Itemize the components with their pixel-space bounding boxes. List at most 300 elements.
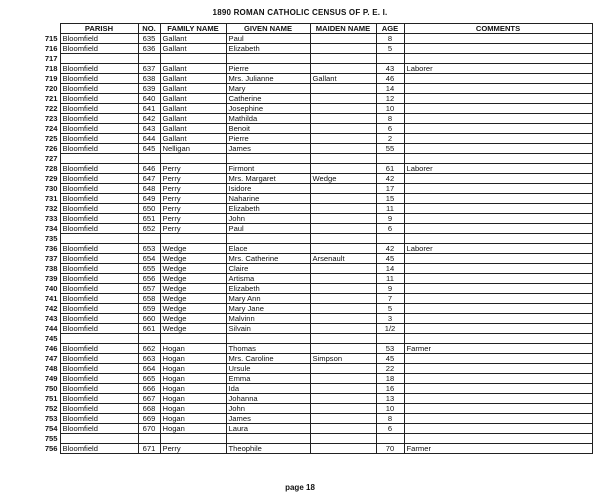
line-number-header [22,24,60,34]
maiden-name-cell [310,34,376,44]
parish-cell: Bloomfield [60,64,138,74]
comments-cell [404,304,592,314]
parish-cell: Bloomfield [60,314,138,324]
line-number: 734 [44,224,58,233]
line-number: 752 [44,404,58,413]
maiden-name-cell [310,414,376,424]
parish-cell: Bloomfield [60,124,138,134]
family-name-cell: Perry [160,184,226,194]
number-cell: 646 [138,164,160,174]
age-cell: 15 [376,194,404,204]
family-name-cell: Wedge [160,264,226,274]
table-row [22,424,592,434]
age-cell: 43 [376,64,404,74]
number-cell: 666 [138,384,160,394]
family-name-cell [160,234,226,244]
line-number: 747 [44,354,58,363]
given-name-cell: Laura [226,424,310,434]
comments-cell [404,364,592,374]
number-cell: 635 [138,34,160,44]
comments-cell: Laborer [404,244,592,254]
comments-cell [404,414,592,424]
age-cell: 70 [376,444,404,454]
number-cell: 659 [138,304,160,314]
family-name-cell: Gallant [160,74,226,84]
table-row [22,44,592,54]
table-row [22,364,592,374]
table-row [22,34,592,44]
number-cell [138,434,160,444]
family-name-cell: Hogan [160,414,226,424]
line-number: 751 [44,394,58,403]
parish-cell: Bloomfield [60,244,138,254]
maiden-name-cell [310,44,376,54]
page-number: page 18 [285,483,315,492]
table-row [22,334,592,344]
number-cell: 640 [138,94,160,104]
number-cell: 662 [138,344,160,354]
maiden-name-cell [310,344,376,354]
comments-cell [404,314,592,324]
line-number: 726 [44,144,58,153]
given-name-cell: Elizabeth [226,44,310,54]
line-number: 750 [44,384,58,393]
family-name-cell: Gallant [160,94,226,104]
age-cell: 9 [376,214,404,224]
given-name-cell: Firmont [226,164,310,174]
given-name-cell [226,434,310,444]
number-cell: 660 [138,314,160,324]
family-name-cell: Perry [160,174,226,184]
family-name-cell: Hogan [160,344,226,354]
maiden-name-cell [310,284,376,294]
maiden-name-cell [310,444,376,454]
age-cell [376,434,404,444]
comments-cell [404,154,592,164]
maiden-name-cell [310,204,376,214]
table-row [22,64,592,74]
parish-cell: Bloomfield [60,254,138,264]
family-name-cell: Hogan [160,424,226,434]
age-cell: 10 [376,104,404,114]
comments-cell [404,294,592,304]
family-name-cell: Wedge [160,254,226,264]
table-row [22,274,592,284]
line-number: 717 [44,54,58,63]
line-number: 730 [44,184,58,193]
maiden-name-cell: Wedge [310,174,376,184]
parish-cell: Bloomfield [60,194,138,204]
parish-cell: Bloomfield [60,344,138,354]
comments-cell: Laborer [404,64,592,74]
column-header-family-name: FAMILY NAME [160,24,226,34]
age-cell: 8 [376,114,404,124]
line-number: 746 [44,344,58,353]
line-number: 737 [44,254,58,263]
line-number: 754 [44,424,58,433]
parish-cell: Bloomfield [60,174,138,184]
number-cell: 670 [138,424,160,434]
table-row [22,294,592,304]
family-name-cell: Perry [160,214,226,224]
number-cell [138,234,160,244]
given-name-cell: Paul [226,34,310,44]
comments-cell [404,374,592,384]
comments-cell [404,114,592,124]
maiden-name-cell [310,244,376,254]
given-name-cell: Naharine [226,194,310,204]
parish-cell [60,54,138,64]
maiden-name-cell: Simpson [310,354,376,364]
parish-cell: Bloomfield [60,444,138,454]
parish-cell: Bloomfield [60,284,138,294]
age-cell: 61 [376,164,404,174]
parish-cell: Bloomfield [60,94,138,104]
line-number: 720 [44,84,58,93]
age-cell: 46 [376,74,404,84]
comments-cell [404,284,592,294]
line-number: 749 [44,374,58,383]
maiden-name-cell [310,434,376,444]
maiden-name-cell [310,184,376,194]
family-name-cell: Gallant [160,134,226,144]
given-name-cell: John [226,404,310,414]
given-name-cell: Johanna [226,394,310,404]
table-row [22,264,592,274]
age-cell: 3 [376,314,404,324]
comments-cell [404,384,592,394]
given-name-cell: Claire [226,264,310,274]
table-row [22,184,592,194]
line-number: 736 [44,244,58,253]
given-name-cell: Mrs. Julianne [226,74,310,84]
age-cell: 42 [376,244,404,254]
table-row [22,304,592,314]
table-row [22,194,592,204]
table-row [22,154,592,164]
given-name-cell [226,334,310,344]
age-cell: 17 [376,184,404,194]
line-number: 739 [44,274,58,283]
maiden-name-cell [310,334,376,344]
line-number: 716 [44,44,58,53]
maiden-name-cell [310,274,376,284]
parish-cell: Bloomfield [60,74,138,84]
given-name-cell: Mary Ann [226,294,310,304]
age-cell [376,154,404,164]
parish-cell: Bloomfield [60,164,138,174]
line-number: 729 [44,174,58,183]
age-cell: 16 [376,384,404,394]
comments-cell [404,34,592,44]
family-name-cell: Nelligan [160,144,226,154]
comments-cell [404,214,592,224]
given-name-cell: Elizabeth [226,204,310,214]
family-name-cell: Wedge [160,284,226,294]
line-number: 743 [44,314,58,323]
comments-cell [404,74,592,84]
given-name-cell: Pierre [226,134,310,144]
family-name-cell [160,334,226,344]
comments-cell [404,424,592,434]
parish-cell: Bloomfield [60,354,138,364]
parish-cell [60,334,138,344]
age-cell: 11 [376,274,404,284]
parish-cell: Bloomfield [60,294,138,304]
given-name-cell: Theophile [226,444,310,454]
given-name-cell: Artisma [226,274,310,284]
age-cell [376,54,404,64]
table-row [22,384,592,394]
line-number: 756 [44,444,58,453]
family-name-cell: Gallant [160,124,226,134]
maiden-name-cell [310,374,376,384]
maiden-name-cell [310,234,376,244]
maiden-name-cell [310,134,376,144]
family-name-cell: Perry [160,194,226,204]
number-cell: 645 [138,144,160,154]
line-number: 715 [44,34,58,43]
age-cell: 53 [376,344,404,354]
line-number: 732 [44,204,58,213]
parish-cell [60,234,138,244]
number-cell: 669 [138,414,160,424]
age-cell: 11 [376,204,404,214]
table-row [22,234,592,244]
number-cell: 647 [138,174,160,184]
line-number: 721 [44,94,58,103]
number-cell: 663 [138,354,160,364]
parish-cell [60,154,138,164]
given-name-cell: Isidore [226,184,310,194]
comments-cell [404,184,592,194]
table-row [22,74,592,84]
parish-cell: Bloomfield [60,34,138,44]
parish-cell: Bloomfield [60,104,138,114]
table-row [22,94,592,104]
family-name-cell: Wedge [160,244,226,254]
given-name-cell: Elizabeth [226,284,310,294]
comments-cell [404,94,592,104]
given-name-cell: John [226,214,310,224]
age-cell: 6 [376,124,404,134]
given-name-cell: Benoit [226,124,310,134]
family-name-cell: Gallant [160,104,226,114]
maiden-name-cell [310,264,376,274]
family-name-cell: Gallant [160,114,226,124]
age-cell: 18 [376,374,404,384]
maiden-name-cell [310,124,376,134]
maiden-name-cell [310,214,376,224]
parish-cell: Bloomfield [60,274,138,284]
table-row [22,344,592,354]
parish-cell: Bloomfield [60,394,138,404]
comments-cell [404,144,592,154]
given-name-cell: Mary [226,84,310,94]
comments-cell [404,234,592,244]
family-name-cell: Hogan [160,394,226,404]
comments-cell: Laborer [404,164,592,174]
table-row [22,104,592,114]
line-number: 727 [44,154,58,163]
given-name-cell [226,154,310,164]
column-header-comments: COMMENTS [404,24,592,34]
parish-cell [60,434,138,444]
table-row [22,114,592,124]
given-name-cell: Ida [226,384,310,394]
comments-cell [404,434,592,444]
number-cell: 665 [138,374,160,384]
age-cell: 42 [376,174,404,184]
family-name-cell: Gallant [160,44,226,54]
family-name-cell: Hogan [160,354,226,364]
family-name-cell: Gallant [160,64,226,74]
number-cell: 650 [138,204,160,214]
family-name-cell: Wedge [160,304,226,314]
family-name-cell [160,54,226,64]
number-cell: 649 [138,194,160,204]
number-cell: 648 [138,184,160,194]
age-cell: 45 [376,254,404,264]
maiden-name-cell: Arsenault [310,254,376,264]
family-name-cell: Wedge [160,324,226,334]
table-row [22,224,592,234]
parish-cell: Bloomfield [60,264,138,274]
table-row [22,134,592,144]
column-header-age: AGE [376,24,404,34]
given-name-cell: Mrs. Margaret [226,174,310,184]
line-number: 741 [44,294,58,303]
age-cell: 12 [376,94,404,104]
family-name-cell: Perry [160,204,226,214]
table-row [22,54,592,64]
age-cell: 6 [376,424,404,434]
table-row [22,414,592,424]
family-name-cell: Wedge [160,294,226,304]
maiden-name-cell [310,164,376,174]
number-cell [138,54,160,64]
comments-cell [404,264,592,274]
parish-cell: Bloomfield [60,184,138,194]
line-number: 722 [44,104,58,113]
number-cell [138,154,160,164]
table-row [22,174,592,184]
number-cell: 638 [138,74,160,84]
given-name-cell: Malvinn [226,314,310,324]
number-cell: 664 [138,364,160,374]
number-cell: 657 [138,284,160,294]
parish-cell: Bloomfield [60,204,138,214]
parish-cell: Bloomfield [60,114,138,124]
given-name-cell: Paul [226,224,310,234]
maiden-name-cell [310,364,376,374]
family-name-cell: Hogan [160,404,226,414]
column-header-no: NO. [138,24,160,34]
maiden-name-cell [310,54,376,64]
number-cell: 658 [138,294,160,304]
comments-cell [404,124,592,134]
parish-cell: Bloomfield [60,144,138,154]
age-cell [376,234,404,244]
parish-cell: Bloomfield [60,414,138,424]
parish-cell: Bloomfield [60,384,138,394]
table-row [22,254,592,264]
family-name-cell: Perry [160,444,226,454]
parish-cell: Bloomfield [60,324,138,334]
family-name-cell [160,434,226,444]
given-name-cell [226,234,310,244]
parish-cell: Bloomfield [60,84,138,94]
comments-cell [404,354,592,364]
table-row [22,284,592,294]
line-number: 753 [44,414,58,423]
family-name-cell: Wedge [160,314,226,324]
number-cell: 653 [138,244,160,254]
comments-cell [404,274,592,284]
given-name-cell: Catherine [226,94,310,104]
comments-cell: Farmer [404,344,592,354]
comments-cell [404,104,592,114]
maiden-name-cell [310,144,376,154]
table-row [22,164,592,174]
age-cell: 10 [376,404,404,414]
given-name-cell: Mrs. Caroline [226,354,310,364]
maiden-name-cell [310,404,376,414]
age-cell: 1/2 [376,324,404,334]
age-cell: 13 [376,394,404,404]
age-cell: 22 [376,364,404,374]
comments-cell: Farmer [404,444,592,454]
header-row [22,24,592,34]
age-cell: 8 [376,414,404,424]
age-cell: 45 [376,354,404,364]
age-cell: 14 [376,84,404,94]
table-row [22,404,592,414]
age-cell: 6 [376,224,404,234]
page-title: 1890 ROMAN CATHOLIC CENSUS OF P. E. I. [212,8,388,17]
comments-cell [404,224,592,234]
table-row [22,144,592,154]
line-number: 742 [44,304,58,313]
line-number: 740 [44,284,58,293]
maiden-name-cell [310,224,376,234]
parish-cell: Bloomfield [60,224,138,234]
age-cell: 8 [376,34,404,44]
census-body [22,34,592,454]
family-name-cell: Hogan [160,374,226,384]
family-name-cell [160,154,226,164]
line-number: 724 [44,124,58,133]
age-cell [376,334,404,344]
table-row [22,374,592,384]
number-cell: 636 [138,44,160,54]
comments-cell [404,134,592,144]
number-cell: 667 [138,394,160,404]
parish-cell: Bloomfield [60,304,138,314]
number-cell: 654 [138,254,160,264]
parish-cell: Bloomfield [60,404,138,414]
given-name-cell: Thomas [226,344,310,354]
given-name-cell [226,54,310,64]
table-row [22,394,592,404]
number-cell: 643 [138,124,160,134]
family-name-cell: Perry [160,224,226,234]
comments-cell [404,84,592,94]
column-header-maiden-name: MAIDEN NAME [310,24,376,34]
number-cell: 641 [138,104,160,114]
maiden-name-cell [310,94,376,104]
given-name-cell: Silvain [226,324,310,334]
